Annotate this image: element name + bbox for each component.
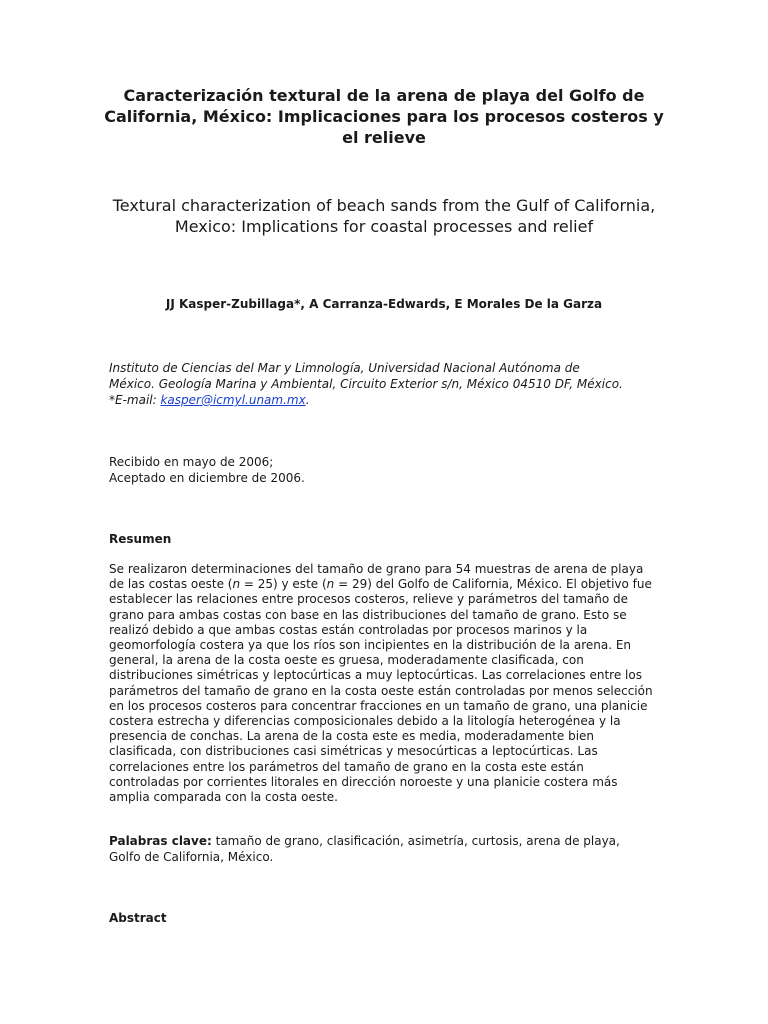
resumen-part2: = 25) y este ( xyxy=(240,577,327,592)
abstract-heading: Abstract xyxy=(109,911,167,925)
affiliation-text: Instituto de Ciencias del Mar y Limnología, Universidad Nacional Autónoma de México. Geología Marina y Ambiental, Circuito Exterior s/n, México 04510 DF, México. *E-mail: xyxy=(109,361,623,407)
resumen-text xyxy=(109,562,654,805)
received-date: Recibido en mayo de 2006; xyxy=(109,455,274,469)
email-link[interactable]: kasper@icmyl.unam.mx xyxy=(160,393,306,407)
n-variable: n xyxy=(232,577,241,592)
title-spanish: Caracterización textural de la arena de playa del Golfo de California, México: Implicaciones para los procesos costeros y el relieve xyxy=(104,86,664,147)
dates xyxy=(109,454,629,486)
keywords-text: tamaño de grano, clasificación, asimetría, curtosis, arena de playa, Golfo de California, México. xyxy=(109,834,620,864)
resumen-part1: Se realizaron determinaciones del tamaño de grano para 54 muestras de arena de playa de las costas oeste ( xyxy=(109,562,644,592)
keywords xyxy=(109,833,629,865)
affiliation-end: . xyxy=(305,393,310,407)
affiliation xyxy=(109,360,629,408)
n-variable: n xyxy=(326,577,335,592)
keywords-label: Palabras clave: xyxy=(109,834,212,848)
resumen-heading: Resumen xyxy=(109,532,172,546)
accepted-date: Aceptado en diciembre de 2006. xyxy=(109,471,305,485)
resumen-part3: = 29) del Golfo de California, México. El objetivo fue establecer las relaciones entre procesos costeros, relieve y parámetros del tamaño de grano para ambas costas con base en las distribuciones del tamaño de grano. Esto se realizó debido a que ambas costas están controladas por procesos marinos y la geomorfología costera ya que los ríos son incipientes en la distribución de la arena. En general, la arena de la costa oeste es gruesa, moderadamente clasificada, con distribuciones simétricas y leptocúrticas a muy leptocúrticas. Las correlaciones entre los parámetros del tamaño de grano en la costa oeste están controladas por menos selección en los procesos costeros para concentrar fracciones en un tamaño de grano, una planicie costera estrecha y diferencias composicionales debido a la litología heterogénea y la presencia de conchas. La arena de la costa este es media, moderadamente bien clasificada, con distribuciones casi simétricas y mesocúrticas a leptocúrticas. Las correlaciones entre los parámetros del tamaño de grano en la costa este están controladas por corrientes litorales en dirección noroeste y una planicie costera más amplia comparada con la costa oeste. xyxy=(109,577,653,805)
authors: JJ Kasper-Zubillaga*, A Carranza-Edwards, E Morales De la Garza xyxy=(165,297,603,311)
title-english: Textural characterization of beach sands from the Gulf of California, Mexico: Implications for coastal processes and relief xyxy=(112,196,656,236)
